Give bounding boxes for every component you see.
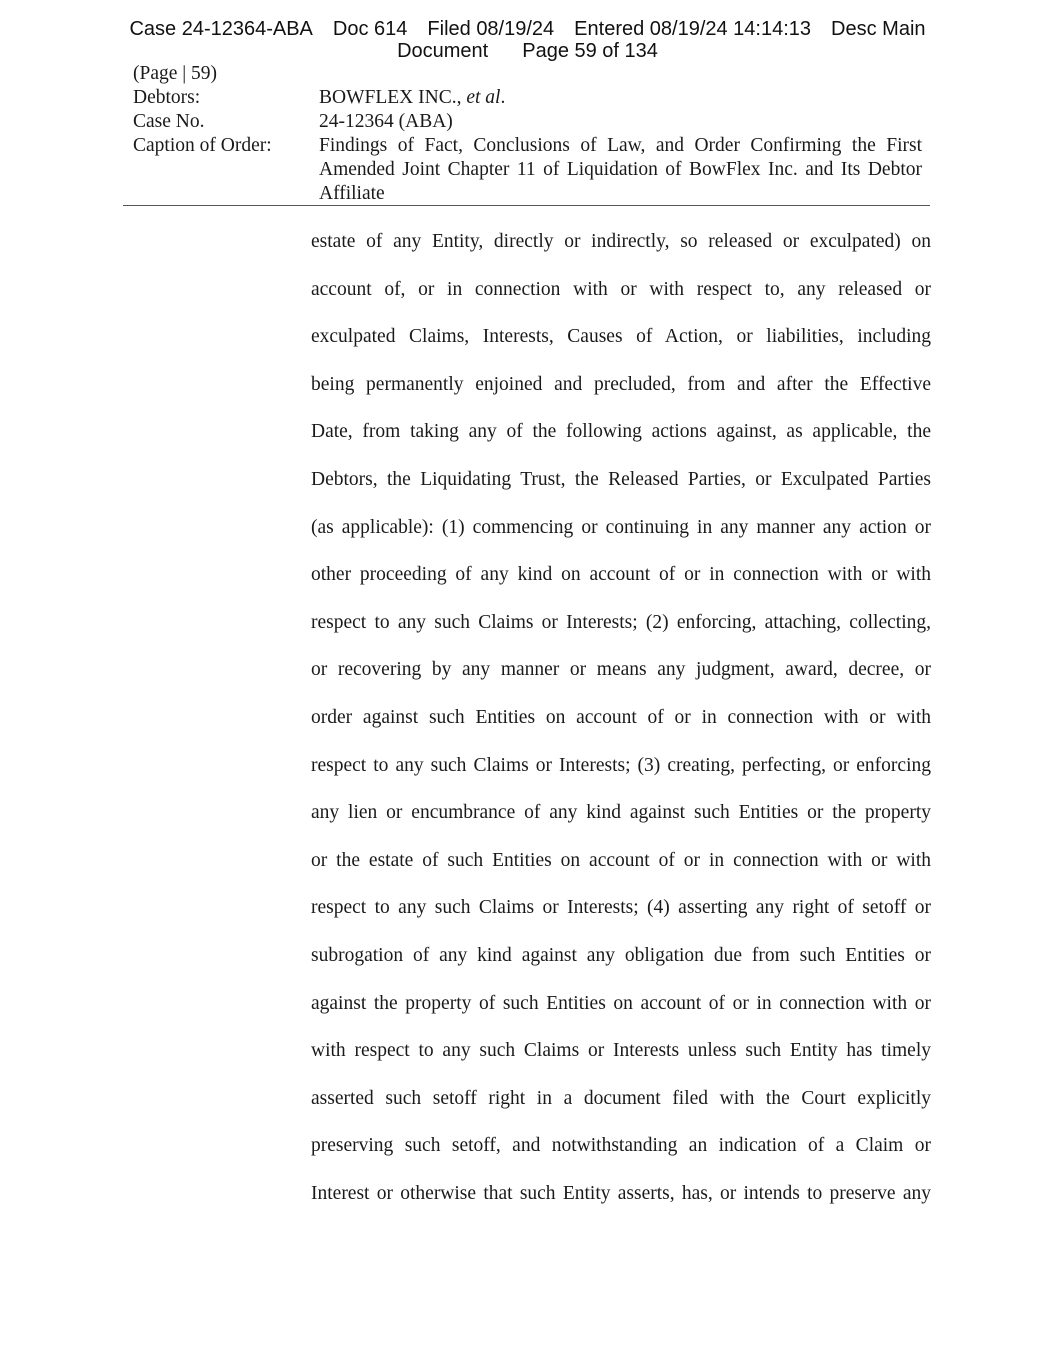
caption-order-label: Caption of Order: xyxy=(133,135,272,156)
caption-debtors-row xyxy=(133,86,922,110)
stamp-entered-date: Entered 08/19/24 14:14:13 xyxy=(574,18,812,40)
caption-case-row xyxy=(133,110,922,134)
body-line: respect to any such Claims or Interests; (4) asserting any right of setoff or xyxy=(311,897,931,919)
body-line: respect to any such Claims or Interests; (3) creating, perfecting, or enforcing xyxy=(311,754,931,776)
body-line: other proceeding of any kind on account of or in connection with or with xyxy=(311,564,931,586)
body-line: subrogation of any kind against any obligation due from such Entities or xyxy=(311,944,931,966)
body-line: asserted such setoff right in a document filed with the Court explicitly xyxy=(311,1087,931,1109)
caption-debtors-label: Debtors: xyxy=(133,87,201,108)
caption-page-ref: (Page | 59) xyxy=(133,63,218,84)
caption-debtors-value xyxy=(319,86,922,110)
case-caption-block xyxy=(133,62,922,206)
stamp-document-label: Document xyxy=(397,40,489,62)
body-line: exculpated Claims, Interests, Causes of Action, or liabilities, including xyxy=(311,326,931,348)
caption-debtors-name: BOWFLEX INC., xyxy=(319,87,462,108)
body-line: account of, or in connection with or with respect to, any released or xyxy=(311,278,931,300)
caption-order-line: Amended Joint Chapter 11 of Liquidation of BowFlex Inc. and Its Debtor xyxy=(319,159,922,180)
stamp-line-2 xyxy=(0,40,1055,62)
order-body-text xyxy=(311,226,931,1225)
body-line: Date, from taking any of the following actions against, as applicable, the xyxy=(311,421,931,443)
body-line: against the property of such Entities on account of or in connection with or xyxy=(311,992,931,1014)
body-line: Debtors, the Liquidating Trust, the Released Parties, or Exculpated Parties xyxy=(311,468,931,490)
stamp-case-number: Case 24-12364-ABA xyxy=(129,18,313,40)
body-line: or recovering by any manner or means any judgment, award, decree, or xyxy=(311,659,931,681)
caption-debtors-period: . xyxy=(500,87,506,108)
court-filing-stamp xyxy=(0,18,1055,62)
caption-divider xyxy=(123,205,930,206)
caption-page-row xyxy=(133,62,922,86)
body-line: Interest or otherwise that such Entity asserts, has, or intends to preserve any xyxy=(311,1182,931,1204)
stamp-doc-number: Doc 614 xyxy=(332,18,408,40)
body-line: preserving such setoff, and notwithstanding an indication of a Claim or xyxy=(311,1135,931,1157)
caption-order-line: Affiliate xyxy=(319,183,385,204)
body-line: respect to any such Claims or Interests; (2) enforcing, attaching, collecting, xyxy=(311,611,931,633)
body-line: (as applicable): (1) commencing or continuing in any manner any action or xyxy=(311,516,931,538)
body-line: or the estate of such Entities on account of or in connection with or with xyxy=(311,849,931,871)
body-line: any lien or encumbrance of any kind against such Entities or the property xyxy=(311,802,931,824)
body-line: with respect to any such Claims or Interests unless such Entity has timely xyxy=(311,1040,931,1062)
caption-order-row xyxy=(133,134,922,206)
stamp-filed-date: Filed 08/19/24 xyxy=(427,18,555,40)
body-line: being permanently enjoined and precluded, from and after the Effective xyxy=(311,373,931,395)
stamp-line-1 xyxy=(0,18,1055,40)
caption-case-label: Case No. xyxy=(133,111,205,132)
caption-order-title xyxy=(319,134,922,206)
caption-case-value: 24-12364 (ABA) xyxy=(319,111,453,132)
stamp-description: Desc Main xyxy=(831,18,926,40)
caption-debtors-etal: et al xyxy=(466,87,501,108)
caption-order-line: Findings of Fact, Conclusions of Law, and Order Confirming the First xyxy=(319,135,922,156)
stamp-page-count: Page 59 of 134 xyxy=(522,40,658,62)
body-line: estate of any Entity, directly or indirectly, so released or exculpated) on xyxy=(311,231,931,252)
body-line: order against such Entities on account of or in connection with or with xyxy=(311,706,931,728)
